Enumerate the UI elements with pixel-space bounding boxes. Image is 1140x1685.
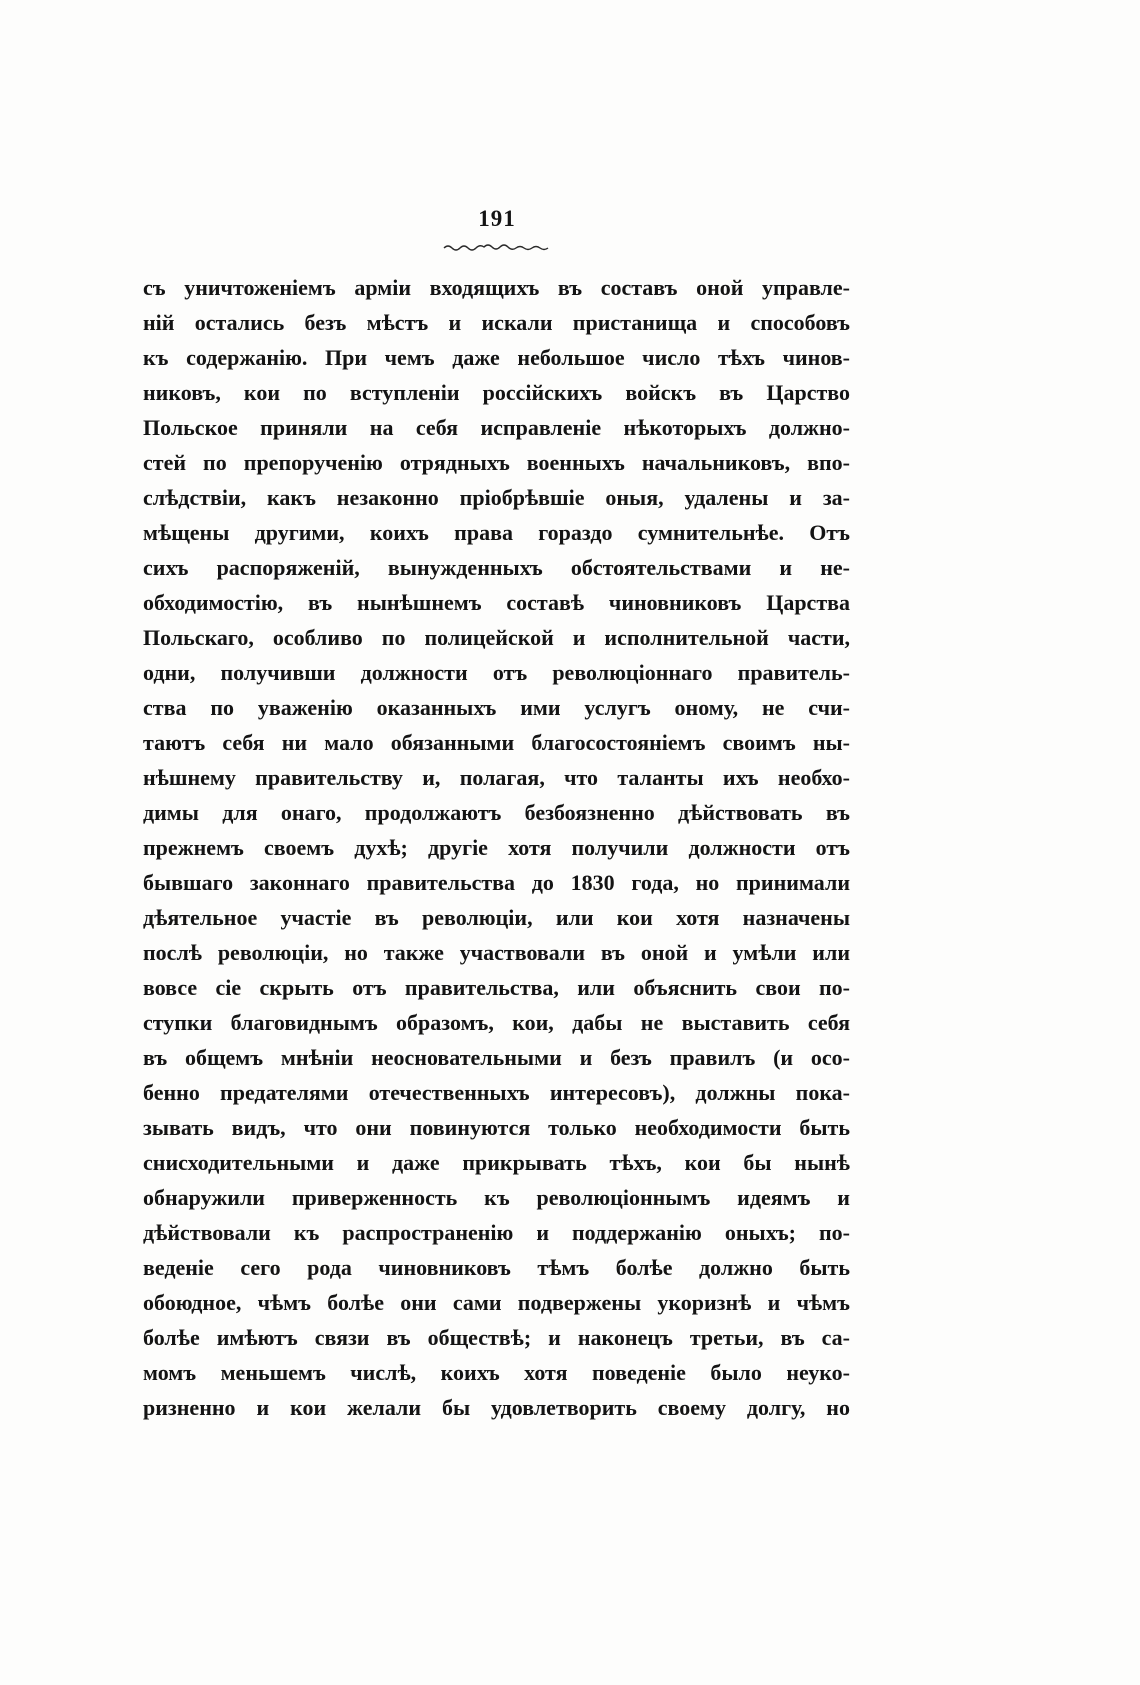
text-line-13: ства по уваженію оказанныхъ ими услугъ оному, не счи- [143, 695, 850, 720]
text-line-27: обнаружили приверженность къ революціоннымъ идеямъ и [143, 1185, 850, 1210]
decorative-wavy-rule [442, 240, 550, 252]
text-line-4: никовъ, кои по вступленіи россійскихъ войскъ въ Царство [143, 380, 850, 405]
text-line-17: прежнемъ своемъ духѣ; другіе хотя получили должности отъ [143, 835, 850, 860]
text-line-20: послѣ революціи, но также участвовали въ оной и умѣли или [143, 940, 850, 965]
text-line-16: димы для онаго, продолжаютъ безбоязненно дѣйствовать въ [143, 800, 850, 825]
text-line-29: веденіе сего рода чиновниковъ тѣмъ болѣе должно быть [143, 1255, 850, 1280]
text-line-8: мѣщены другими, коихъ права гораздо сумнительнѣе. Отъ [143, 520, 850, 545]
text-line-5: Польское приняли на себя исправленіе нѣкоторыхъ должно- [143, 415, 850, 440]
page-number: 191 [478, 206, 516, 231]
text-line-12: одни, получивши должности отъ революціоннаго правитель- [143, 660, 850, 685]
text-line-30: обоюдное, чѣмъ болѣе они сами подвержены укоризнѣ и чѣмъ [143, 1290, 850, 1315]
text-line-24: бенно предателями отечественныхъ интересовъ), должны пока- [143, 1080, 850, 1105]
text-line-19: дѣятельное участіе въ революціи, или кои хотя назначены [143, 905, 850, 930]
text-line-28: дѣйствовали къ распространенію и поддержанію оныхъ; по- [143, 1220, 850, 1245]
text-line-15: нѣшнему правительству и, полагая, что таланты ихъ необхо- [143, 765, 850, 790]
text-line-26: снисходительными и даже прикрывать тѣхъ, кои бы нынѣ [143, 1150, 850, 1175]
text-line-10: обходимостію, въ нынѣшнемъ составѣ чиновниковъ Царства [143, 590, 850, 615]
text-line-23: въ общемъ мнѣніи неосновательными и безъ правилъ (и осо- [143, 1045, 850, 1070]
text-line-7: слѣдствіи, какъ незаконно пріобрѣвшіе оныя, удалены и за- [143, 485, 850, 510]
text-line-33: ризненно и кои желали бы удовлетворить своему долгу, но [143, 1395, 850, 1420]
text-line-32: момъ меньшемъ числѣ, коихъ хотя поведеніе было неуко- [143, 1360, 850, 1385]
text-line-31: болѣе имѣютъ связи въ обществѣ; и наконецъ третьи, въ са- [143, 1325, 850, 1350]
text-line-1: съ уничтоженіемъ арміи входящихъ въ составъ оной управле- [143, 275, 850, 300]
text-line-21: вовсе сіе скрыть отъ правительства, или объяснить свои по- [143, 975, 850, 1000]
text-line-3: къ содержанію. При чемъ даже небольшое число тѣхъ чинов- [143, 345, 850, 370]
text-line-9: сихъ распоряженій, вынужденныхъ обстоятельствами и не- [143, 555, 850, 580]
text-line-6: стей по препорученію отрядныхъ военныхъ начальниковъ, впо- [143, 450, 850, 475]
text-line-18: бывшаго законнаго правительства до 1830 года, но принимали [143, 870, 850, 895]
body-text [143, 270, 850, 1425]
text-line-14: таютъ себя ни мало обязанными благосостояніемъ своимъ ны- [143, 730, 850, 755]
text-line-11: Польскаго, особливо по полицейской и исполнительной части, [143, 625, 850, 650]
text-line-2: ній остались безъ мѣстъ и искали пристанища и способовъ [143, 310, 850, 335]
text-line-22: ступки благовиднымъ образомъ, кои, дабы не выставить себя [143, 1010, 850, 1035]
text-line-25: зывать видъ, что они повинуются только необходимости быть [143, 1115, 850, 1140]
